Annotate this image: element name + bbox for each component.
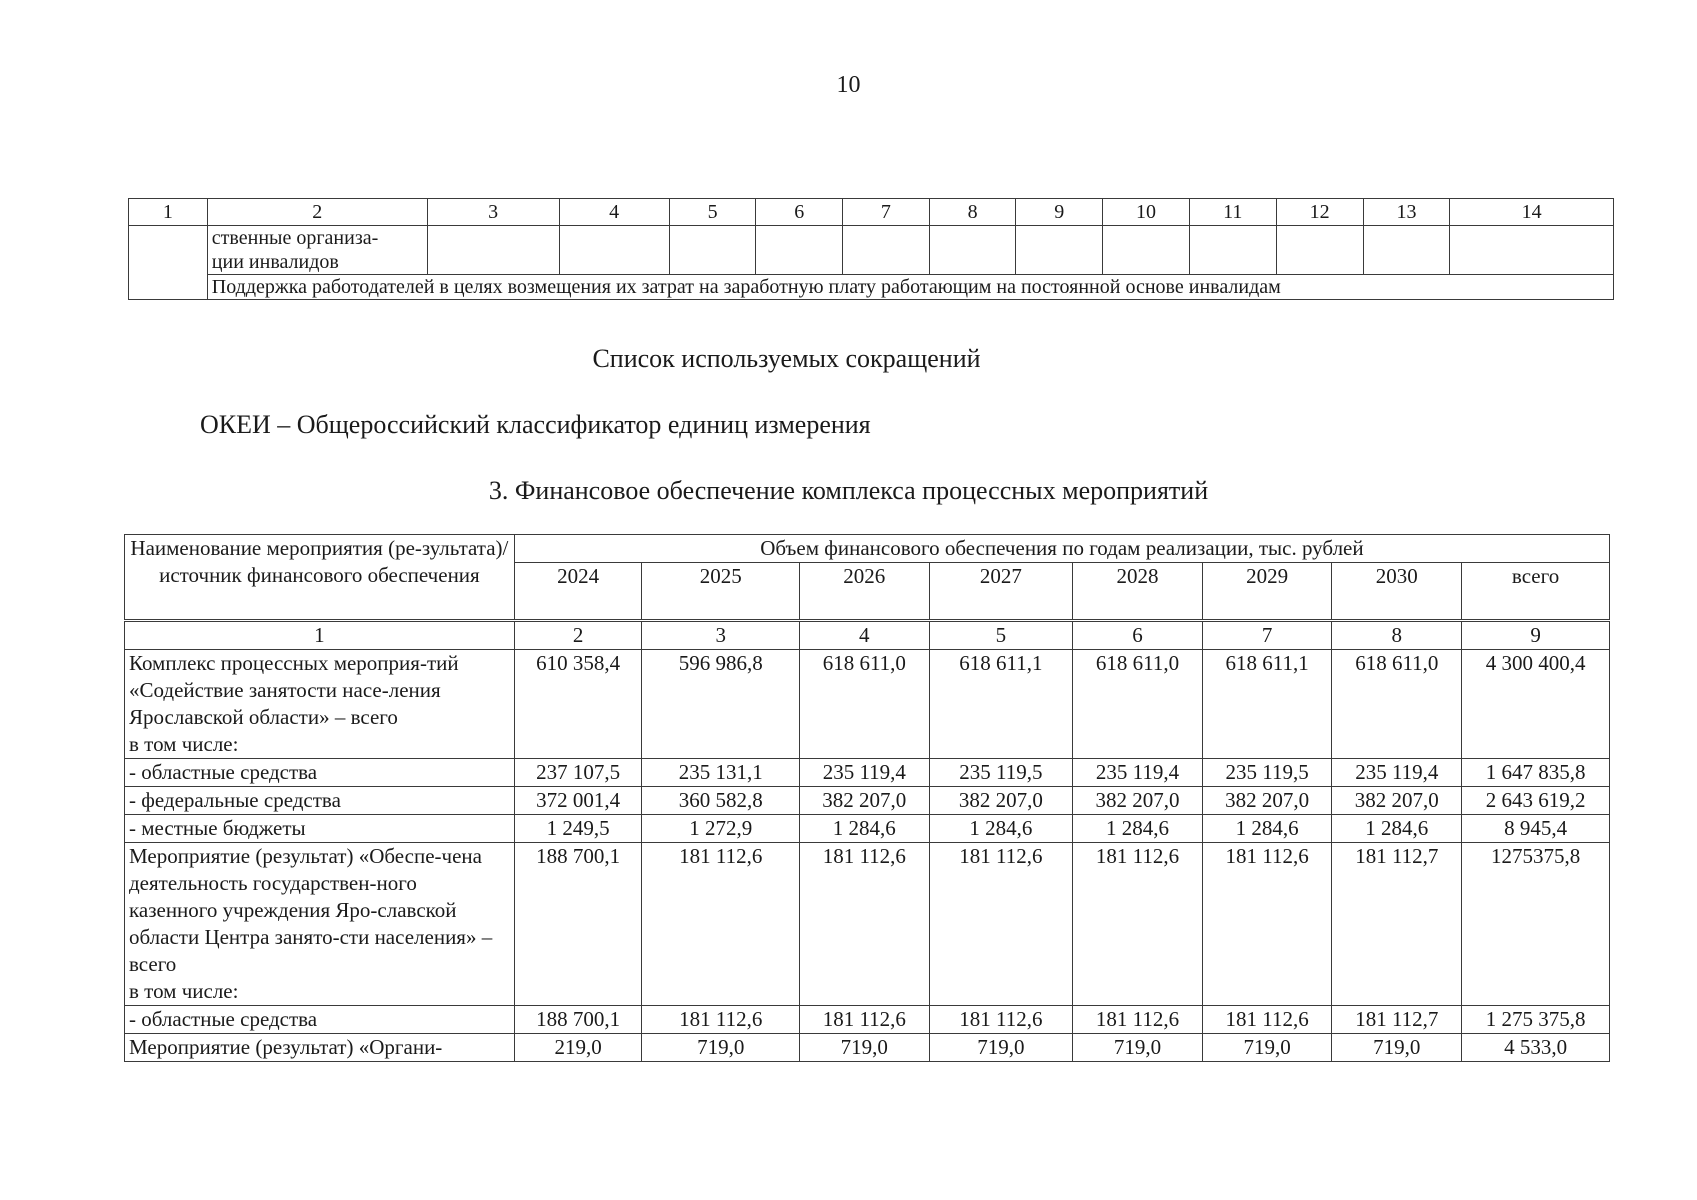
empty-cell bbox=[1016, 226, 1103, 275]
year-cell: 2028 bbox=[1073, 563, 1203, 621]
value-cell: 4 300 400,4 bbox=[1462, 650, 1610, 759]
value-cell: 181 112,6 bbox=[1073, 1006, 1203, 1034]
value-cell: 235 119,5 bbox=[1202, 759, 1332, 787]
value-cell: 719,0 bbox=[1332, 1034, 1462, 1062]
value-cell: 188 700,1 bbox=[514, 843, 642, 1006]
value-cell: 618 611,0 bbox=[1332, 650, 1462, 759]
year-cell: 2024 bbox=[514, 563, 642, 621]
column-number: 4 bbox=[559, 199, 669, 226]
support-text-cell: Поддержка работодателей в целях возмещения их затрат на заработную плату работающим на постоянной основе инвалидам bbox=[207, 275, 1613, 300]
value-cell: 4 533,0 bbox=[1462, 1034, 1610, 1062]
column-number: 9 bbox=[1462, 621, 1610, 650]
empty-cell bbox=[1363, 226, 1450, 275]
empty-cell bbox=[843, 226, 930, 275]
year-cell: 2027 bbox=[929, 563, 1073, 621]
column-number: 12 bbox=[1276, 199, 1363, 226]
value-cell: 360 582,8 bbox=[642, 787, 800, 815]
empty-cell bbox=[129, 226, 208, 300]
row-name-cell: Мероприятие (результат) «Органи- bbox=[125, 1034, 515, 1062]
abbreviations-title: Список используемых сокращений bbox=[592, 344, 981, 373]
column-number: 4 bbox=[799, 621, 929, 650]
organization-cell bbox=[207, 226, 427, 275]
value-cell: 719,0 bbox=[1073, 1034, 1203, 1062]
value-cell: 235 119,5 bbox=[929, 759, 1073, 787]
value-cell: 1 284,6 bbox=[1332, 815, 1462, 843]
value-cell: 219,0 bbox=[514, 1034, 642, 1062]
value-cell: 372 001,4 bbox=[514, 787, 642, 815]
year-cell: 2026 bbox=[799, 563, 929, 621]
value-cell: 1 275 375,8 bbox=[1462, 1006, 1610, 1034]
value-cell: 181 112,6 bbox=[1202, 843, 1332, 1006]
value-cell: 181 112,6 bbox=[799, 843, 929, 1006]
value-cell: 1 284,6 bbox=[799, 815, 929, 843]
financing-rows bbox=[125, 650, 1610, 1062]
value-cell: 719,0 bbox=[799, 1034, 929, 1062]
value-cell: 596 986,8 bbox=[642, 650, 800, 759]
table-row bbox=[125, 815, 1610, 843]
header-group-cell: Объем финансового обеспечения по годам реализации, тыс. рублей bbox=[514, 535, 1609, 563]
page-number: 10 bbox=[836, 72, 861, 98]
column-number: 2 bbox=[207, 199, 427, 226]
value-cell: 1 284,6 bbox=[1073, 815, 1203, 843]
value-cell: 181 112,7 bbox=[1332, 1006, 1462, 1034]
table-row bbox=[125, 650, 1610, 759]
row-name-cell: - областные средства bbox=[125, 1006, 515, 1034]
value-cell: 181 112,6 bbox=[642, 1006, 800, 1034]
column-number: 8 bbox=[929, 199, 1016, 226]
value-cell: 235 119,4 bbox=[1073, 759, 1203, 787]
year-cell: 2029 bbox=[1202, 563, 1332, 621]
column-number: 8 bbox=[1332, 621, 1462, 650]
value-cell: 2 643 619,2 bbox=[1462, 787, 1610, 815]
value-cell: 237 107,5 bbox=[514, 759, 642, 787]
value-cell: 719,0 bbox=[929, 1034, 1073, 1062]
empty-cell bbox=[669, 226, 756, 275]
value-cell: 8 945,4 bbox=[1462, 815, 1610, 843]
cell-line: ственные организа- bbox=[211, 227, 379, 249]
value-cell: 618 611,0 bbox=[1073, 650, 1203, 759]
value-cell: 719,0 bbox=[1202, 1034, 1332, 1062]
value-cell: 181 112,6 bbox=[929, 843, 1073, 1006]
value-cell: 235 119,4 bbox=[799, 759, 929, 787]
value-cell: 181 112,6 bbox=[1202, 1006, 1332, 1034]
header-name-cell: Наименование мероприятия (ре-зультата)/ источник финансового обеспечения bbox=[125, 535, 515, 621]
table-row bbox=[125, 1034, 1610, 1062]
column-number-row bbox=[125, 621, 1610, 650]
empty-cell bbox=[756, 226, 843, 275]
empty-cell bbox=[1276, 226, 1363, 275]
cell-line: ции инвалидов bbox=[211, 251, 339, 273]
empty-cell bbox=[1450, 226, 1614, 275]
value-cell: 382 207,0 bbox=[1073, 787, 1203, 815]
value-cell: 235 131,1 bbox=[642, 759, 800, 787]
empty-cell bbox=[929, 226, 1016, 275]
empty-cell bbox=[559, 226, 669, 275]
value-cell: 610 358,4 bbox=[514, 650, 642, 759]
column-number: 6 bbox=[756, 199, 843, 226]
value-cell: 1 284,6 bbox=[1202, 815, 1332, 843]
empty-cell bbox=[1103, 226, 1190, 275]
column-number: 5 bbox=[929, 621, 1073, 650]
financing-title: 3. Финансовое обеспечение комплекса процессных мероприятий bbox=[488, 476, 1209, 505]
column-number: 10 bbox=[1103, 199, 1190, 226]
column-number: 7 bbox=[843, 199, 930, 226]
abbreviation-item: ОКЕИ – Общероссийский классификатор единиц измерения bbox=[200, 410, 871, 439]
column-number: 6 bbox=[1073, 621, 1203, 650]
table-row bbox=[129, 226, 1614, 275]
value-cell: 1 284,6 bbox=[929, 815, 1073, 843]
value-cell: 181 112,7 bbox=[1332, 843, 1462, 1006]
row-name-cell: - федеральные средства bbox=[125, 787, 515, 815]
column-number: 11 bbox=[1189, 199, 1276, 226]
table-row bbox=[125, 787, 1610, 815]
value-cell: 181 112,6 bbox=[642, 843, 800, 1006]
column-number: 7 bbox=[1202, 621, 1332, 650]
continuation-table bbox=[128, 198, 1614, 300]
year-cell: 2030 bbox=[1332, 563, 1462, 621]
value-cell: 1275375,8 bbox=[1462, 843, 1610, 1006]
value-cell: 719,0 bbox=[642, 1034, 800, 1062]
value-cell: 1 272,9 bbox=[642, 815, 800, 843]
value-cell: 618 611,1 bbox=[1202, 650, 1332, 759]
table-row bbox=[125, 1006, 1610, 1034]
financing-table bbox=[124, 534, 1610, 1062]
column-number: 3 bbox=[642, 621, 800, 650]
header-row bbox=[125, 535, 1610, 563]
column-number: 3 bbox=[427, 199, 559, 226]
column-number: 2 bbox=[514, 621, 642, 650]
value-cell: 188 700,1 bbox=[514, 1006, 642, 1034]
column-number: 9 bbox=[1016, 199, 1103, 226]
table-row bbox=[129, 275, 1614, 300]
row-name-cell: - местные бюджеты bbox=[125, 815, 515, 843]
value-cell: 1 249,5 bbox=[514, 815, 642, 843]
column-number: 13 bbox=[1363, 199, 1450, 226]
value-cell: 1 647 835,8 bbox=[1462, 759, 1610, 787]
column-number: 1 bbox=[129, 199, 208, 226]
value-cell: 382 207,0 bbox=[799, 787, 929, 815]
empty-cell bbox=[427, 226, 559, 275]
row-name-cell: - областные средства bbox=[125, 759, 515, 787]
row-name-cell: Мероприятие (результат) «Обеспе-чена деятельность государствен-ного казенного учреждения Яро-славской области Центра занято-сти населения» – всего в том числе: bbox=[125, 843, 515, 1006]
value-cell: 235 119,4 bbox=[1332, 759, 1462, 787]
year-cell: 2025 bbox=[642, 563, 800, 621]
value-cell: 618 611,1 bbox=[929, 650, 1073, 759]
column-number: 5 bbox=[669, 199, 756, 226]
value-cell: 181 112,6 bbox=[929, 1006, 1073, 1034]
row-name-cell: Комплекс процессных мероприя-тий «Содействие занятости насе-ления Ярославской области» – всего в том числе: bbox=[125, 650, 515, 759]
value-cell: 382 207,0 bbox=[1332, 787, 1462, 815]
column-number: 14 bbox=[1450, 199, 1614, 226]
value-cell: 181 112,6 bbox=[799, 1006, 929, 1034]
value-cell: 618 611,0 bbox=[799, 650, 929, 759]
empty-cell bbox=[1189, 226, 1276, 275]
value-cell: 382 207,0 bbox=[1202, 787, 1332, 815]
value-cell: 382 207,0 bbox=[929, 787, 1073, 815]
table-row bbox=[125, 759, 1610, 787]
year-cell: всего bbox=[1462, 563, 1610, 621]
value-cell: 181 112,6 bbox=[1073, 843, 1203, 1006]
column-number-row bbox=[129, 199, 1614, 226]
column-number: 1 bbox=[125, 621, 515, 650]
table-row bbox=[125, 843, 1610, 1006]
